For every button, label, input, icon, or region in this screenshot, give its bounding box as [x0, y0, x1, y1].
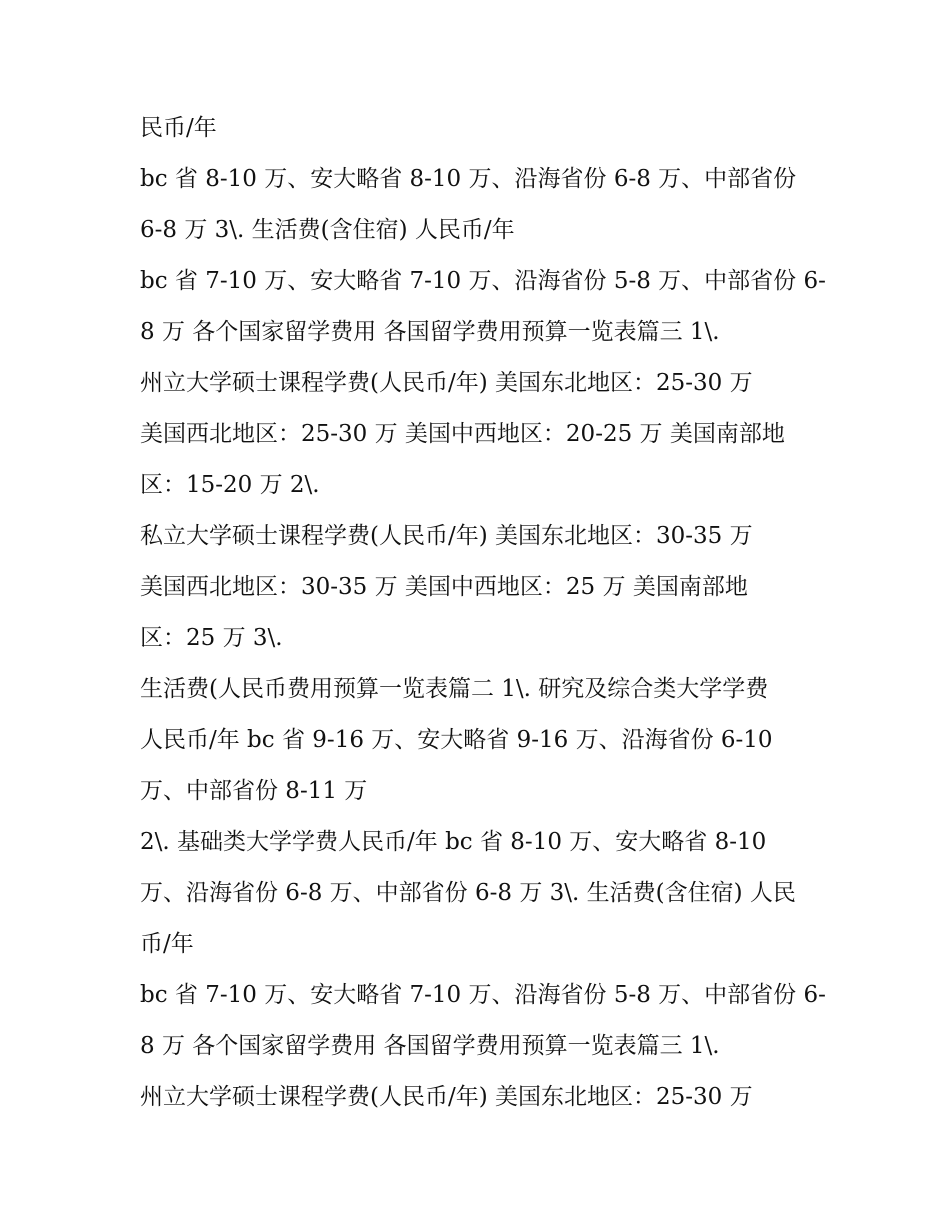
- text-line: 币/年: [140, 931, 194, 957]
- text-line: 私立大学硕士课程学费(人民币/年) 美国东北地区：30-35 万: [140, 523, 753, 549]
- text-line: 8 万 各个国家留学费用 各国留学费用预算一览表篇三 1\.: [140, 1033, 720, 1059]
- text-line: bc 省 8-10 万、安大略省 8-10 万、沿海省份 6-8 万、中部省份: [140, 166, 797, 192]
- text-line: 生活费(人民币费用预算一览表篇二 1\. 研究及综合类大学学费: [140, 676, 769, 702]
- text-line: 万、沿海省份 6-8 万、中部省份 6-8 万 3\. 生活费(含住宿) 人民: [140, 880, 796, 906]
- text-line: 区：15-20 万 2\.: [140, 472, 320, 498]
- text-line: 美国西北地区：25-30 万 美国中西地区：20-25 万 美国南部地: [140, 421, 785, 447]
- text-line: 区：25 万 3\.: [140, 625, 283, 651]
- text-line: 6-8 万 3\. 生活费(含住宿) 人民币/年: [140, 217, 515, 243]
- text-line: 民币/年: [140, 115, 217, 141]
- text-line: 州立大学硕士课程学费(人民币/年) 美国东北地区：25-30 万: [140, 370, 753, 396]
- text-line: 人民币/年 bc 省 9-16 万、安大略省 9-16 万、沿海省份 6-10: [140, 727, 773, 753]
- text-line: bc 省 7-10 万、安大略省 7-10 万、沿海省份 5-8 万、中部省份 6-: [140, 268, 826, 294]
- document-text: [140, 103, 830, 1123]
- text-line: 美国西北地区：30-35 万 美国中西地区：25 万 美国南部地: [140, 574, 748, 600]
- text-line: 8 万 各个国家留学费用 各国留学费用预算一览表篇三 1\.: [140, 319, 720, 345]
- text-line: 州立大学硕士课程学费(人民币/年) 美国东北地区：25-30 万: [140, 1084, 753, 1110]
- text-line: bc 省 7-10 万、安大略省 7-10 万、沿海省份 5-8 万、中部省份 6-: [140, 982, 826, 1008]
- text-line: 2\. 基础类大学学费人民币/年 bc 省 8-10 万、安大略省 8-10: [140, 829, 767, 855]
- text-line: 万、中部省份 8-11 万: [140, 778, 368, 804]
